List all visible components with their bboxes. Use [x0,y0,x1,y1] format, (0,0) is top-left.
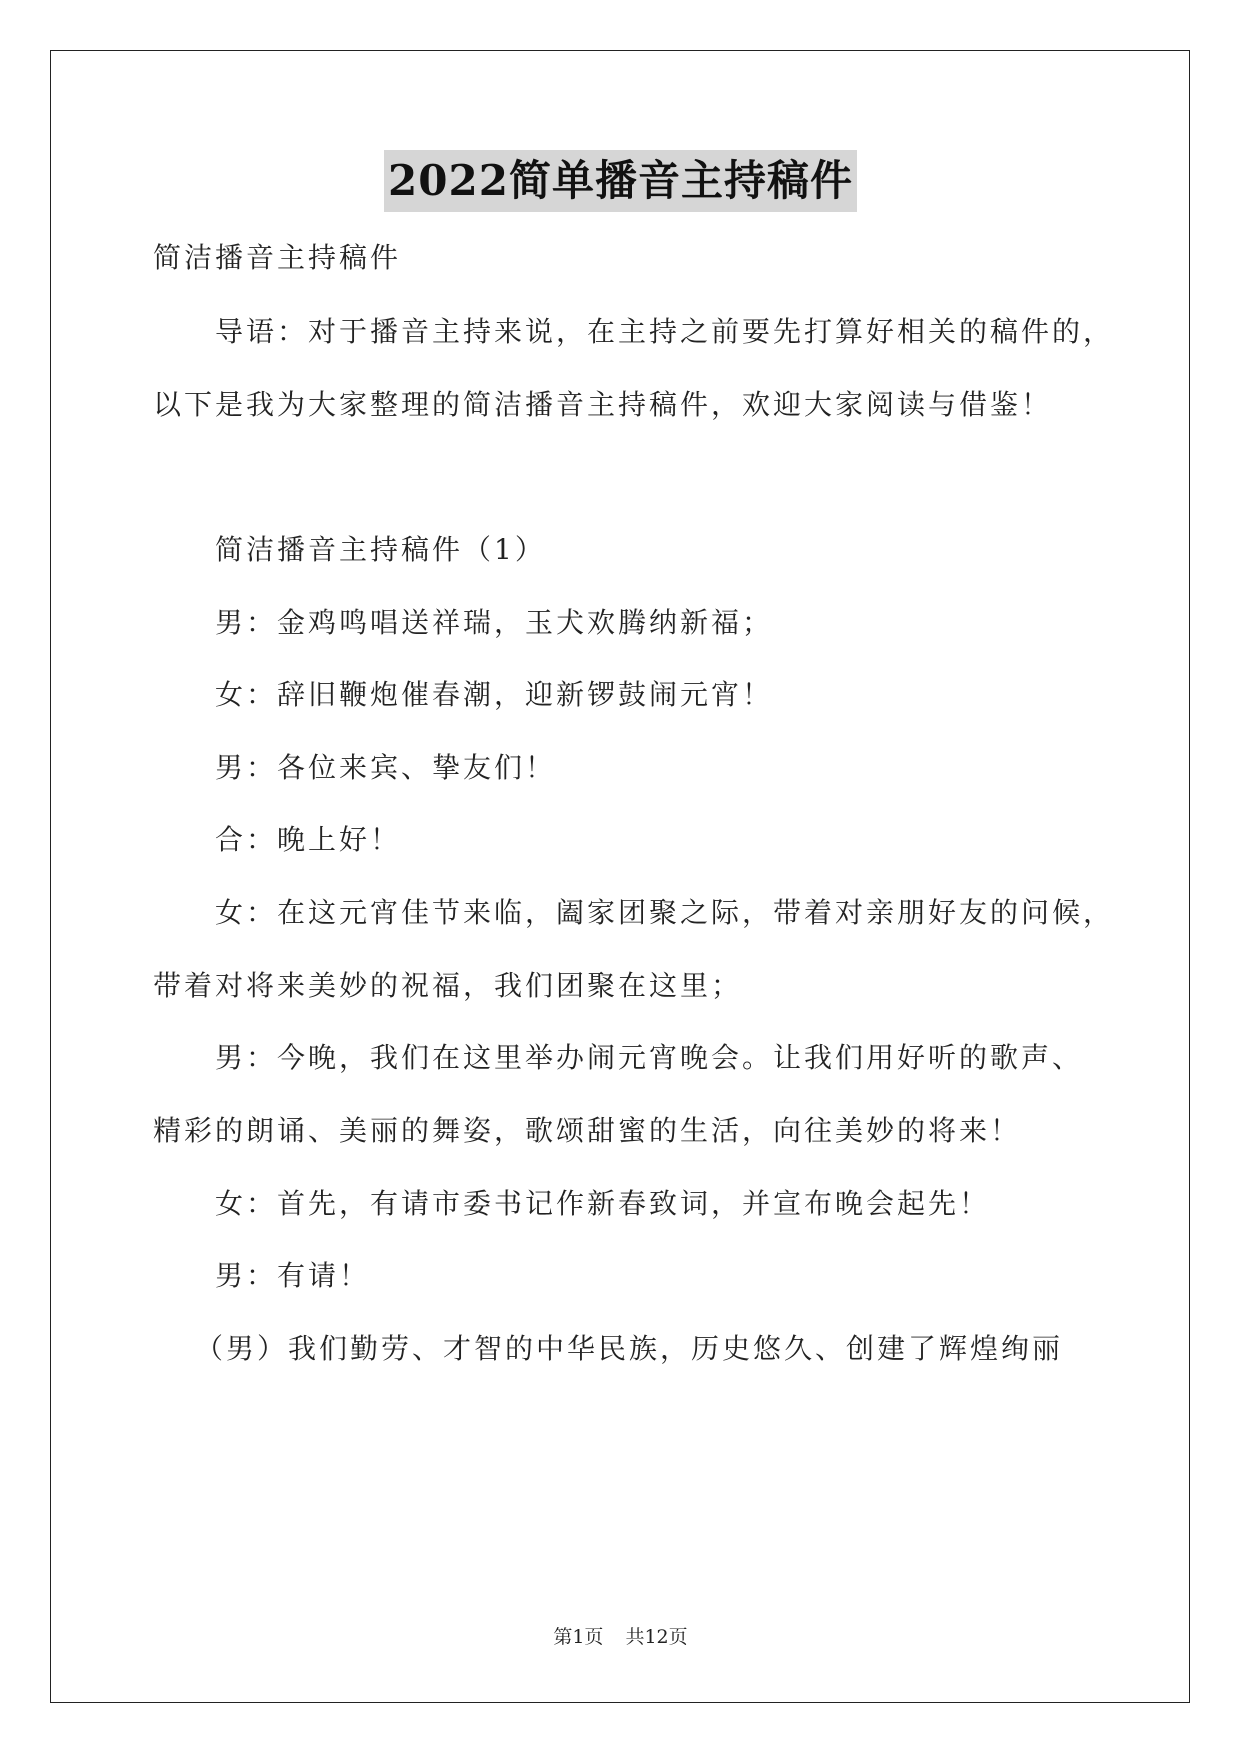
page-border [50,50,1190,1703]
page-number: 第1页 [553,1626,604,1648]
paragraph-line: 男：各位来宾、挚友们！ [215,751,557,784]
paragraph-line: 女：首先，有请市委书记作新春致词，并宣布晚会起先！ [215,1187,991,1220]
paragraph-line: 男：今晚，我们在这里举办闹元宵晚会。让我们用好听的歌声、 [215,1041,1084,1074]
paragraph-line: 女：在这元宵佳节来临，阖家团聚之际，带着对亲朋好友的问候， [215,896,1115,929]
page-total: 共12页 [625,1626,688,1648]
paragraph-line: （男）我们勤劳、才智的中华民族，历史悠久、创建了辉煌绚丽 [195,1332,1064,1365]
title-container [0,150,1241,212]
paragraph-line: 带着对将来美妙的祝福，我们团聚在这里； [153,969,743,1002]
page-footer [0,1622,1241,1649]
paragraph-line: 女：辞旧鞭炮催春潮，迎新锣鼓闹元宵！ [215,678,774,711]
subtitle: 简洁播音主持稿件 [153,241,402,274]
paragraph-line: 男：有请！ [215,1259,371,1292]
paragraph-line: 男：金鸡鸣唱送祥瑞，玉犬欢腾纳新福； [215,606,774,639]
paragraph-line: 精彩的朗诵、美丽的舞姿，歌颂甜蜜的生活，向往美妙的将来！ [153,1114,1022,1147]
paragraph-line: 合：晚上好！ [215,823,402,856]
document-title: 2022简单播音主持稿件 [384,150,857,212]
paragraph-line: 以下是我为大家整理的简洁播音主持稿件，欢迎大家阅读与借鉴！ [153,388,1053,421]
paragraph-line: 导语：对于播音主持来说，在主持之前要先打算好相关的稿件的， [215,315,1115,348]
section-heading: 简洁播音主持稿件（1） [215,533,546,566]
